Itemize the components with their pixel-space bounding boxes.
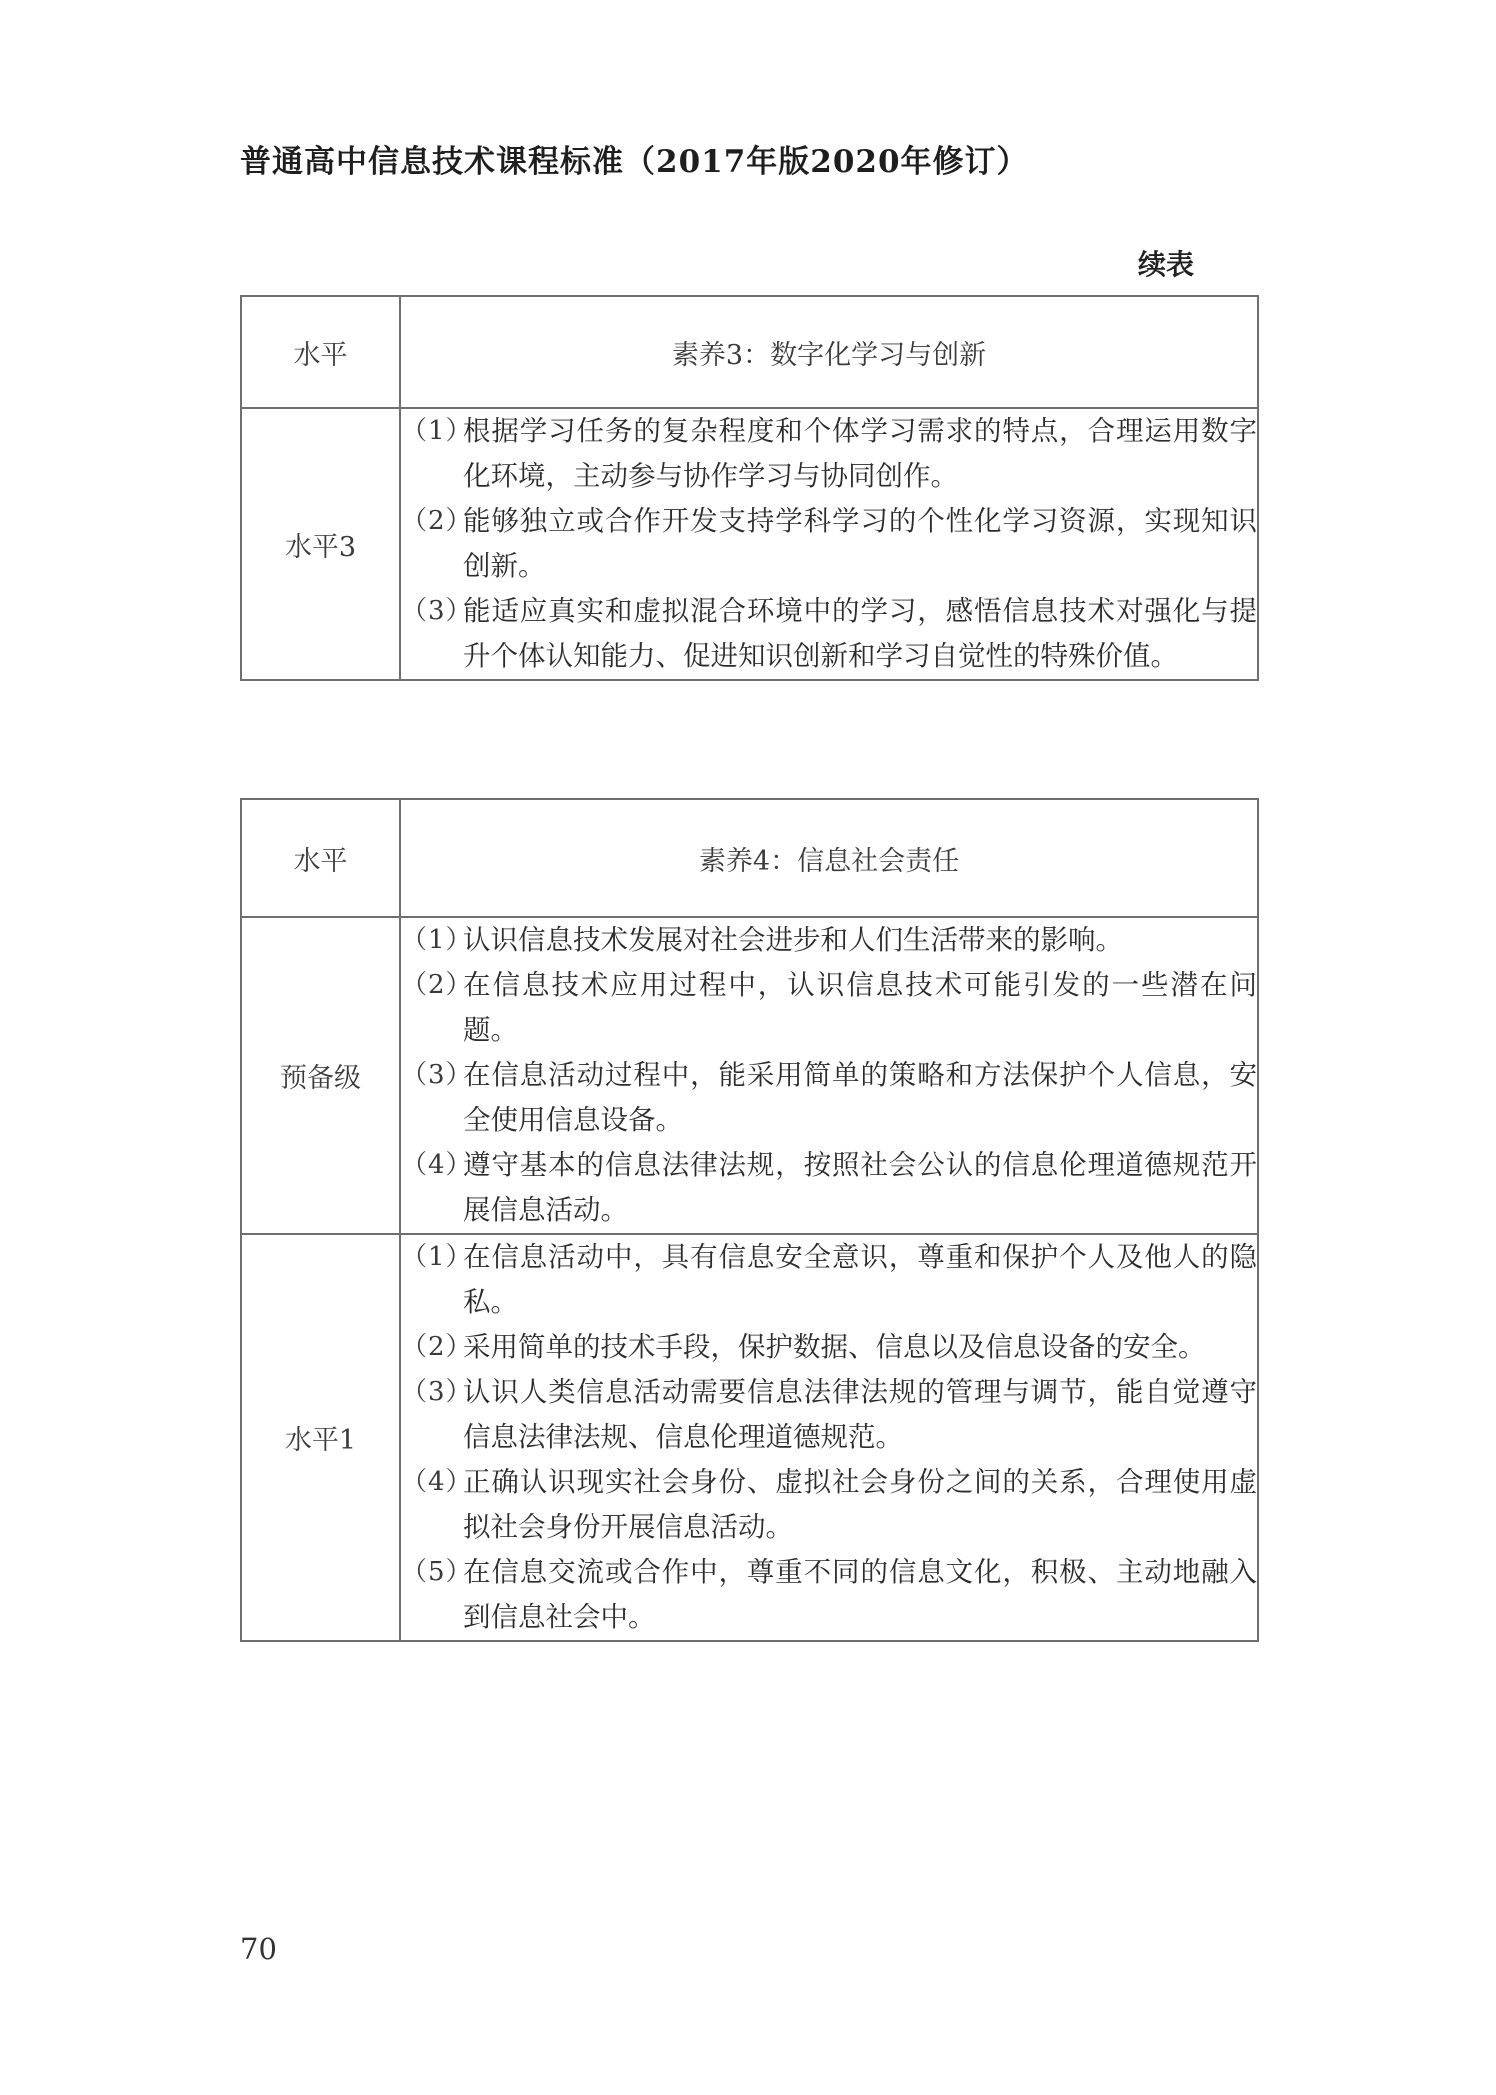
list-item — [401, 1235, 1257, 1325]
list-item — [401, 918, 1257, 963]
item-number: （2） — [401, 970, 473, 1000]
item-number: （1） — [401, 416, 473, 446]
item-text: 遵守基本的信息法律法规，按照社会公认的信息伦理道德规范开展信息活动。 — [463, 1149, 1257, 1226]
list-item — [401, 1460, 1257, 1550]
list-item — [401, 1325, 1257, 1370]
header-level: 水平 — [241, 799, 400, 917]
page-number: 70 — [240, 1932, 277, 1966]
list-item — [401, 1053, 1257, 1143]
level-cell-1: 水平1 — [241, 1234, 400, 1641]
list-item — [401, 499, 1257, 589]
items-cell — [400, 1234, 1258, 1641]
list-item — [401, 589, 1257, 679]
item-text: 能适应真实和虚拟混合环境中的学习，感悟信息技术对强化与提升个体认知能力、促进知识创新和学习自觉性的特殊价值。 — [463, 595, 1257, 672]
item-number: （5） — [401, 1557, 473, 1587]
table-row — [241, 1234, 1258, 1641]
running-head-title: 普通高中信息技术课程标准（2017年版2020年修订） — [240, 144, 1029, 180]
item-text: 根据学习任务的复杂程度和个体学习需求的特点，合理运用数字化环境，主动参与协作学习与协同创作。 — [463, 415, 1257, 492]
item-number: （1） — [401, 1242, 473, 1272]
list-item — [401, 963, 1257, 1053]
item-number: （4） — [401, 1150, 473, 1180]
literacy-4-table — [240, 798, 1259, 1642]
header-literacy-4: 素养4：信息社会责任 — [400, 799, 1258, 917]
item-text: 认识人类信息活动需要信息法律法规的管理与调节，能自觉遵守信息法律法规、信息伦理道德规范。 — [463, 1376, 1257, 1453]
item-text: 在信息技术应用过程中，认识信息技术可能引发的一些潜在问题。 — [463, 969, 1257, 1046]
item-text: 认识信息技术发展对社会进步和人们生活带来的影响。 — [463, 924, 1123, 956]
item-text: 能够独立或合作开发支持学科学习的个性化学习资源，实现知识创新。 — [463, 505, 1257, 582]
item-number: （3） — [401, 596, 473, 626]
table-header-row — [241, 799, 1258, 917]
header-level: 水平 — [241, 296, 400, 408]
item-number: （3） — [401, 1377, 473, 1407]
item-number: （2） — [401, 1332, 473, 1362]
items-cell — [400, 408, 1258, 680]
list-item — [401, 1143, 1257, 1233]
list-item — [401, 1550, 1257, 1640]
table-row — [241, 917, 1258, 1234]
header-literacy-3: 素养3：数字化学习与创新 — [400, 296, 1258, 408]
item-number: （3） — [401, 1060, 473, 1090]
list-item — [401, 409, 1257, 499]
continued-label: 续表 — [1138, 248, 1195, 281]
level-cell-3: 水平3 — [241, 408, 400, 680]
item-text: 在信息活动中，具有信息安全意识，尊重和保护个人及他人的隐私。 — [463, 1241, 1257, 1318]
table-row — [241, 408, 1258, 680]
literacy-3-table — [240, 295, 1259, 681]
item-text: 正确认识现实社会身份、虚拟社会身份之间的关系，合理使用虚拟社会身份开展信息活动。 — [463, 1466, 1257, 1543]
item-text: 采用简单的技术手段，保护数据、信息以及信息设备的安全。 — [463, 1331, 1206, 1363]
item-text: 在信息交流或合作中，尊重不同的信息文化，积极、主动地融入到信息社会中。 — [463, 1556, 1257, 1633]
level-cell-preparatory: 预备级 — [241, 917, 400, 1234]
item-number: （2） — [401, 506, 473, 536]
item-number: （4） — [401, 1467, 473, 1497]
item-text: 在信息活动过程中，能采用简单的策略和方法保护个人信息，安全使用信息设备。 — [463, 1059, 1257, 1136]
table-header-row — [241, 296, 1258, 408]
list-item — [401, 1370, 1257, 1460]
items-cell — [400, 917, 1258, 1234]
item-number: （1） — [401, 925, 473, 955]
